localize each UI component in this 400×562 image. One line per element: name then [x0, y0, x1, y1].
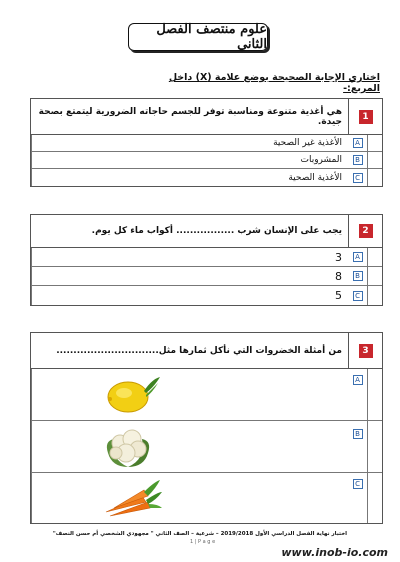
- carrots-image: [102, 478, 164, 518]
- option-row: [31, 248, 382, 267]
- answer-box[interactable]: [367, 169, 382, 186]
- option-row: [31, 369, 382, 421]
- option-letter: B: [353, 155, 363, 165]
- option-text: 8: [31, 267, 348, 285]
- question-2-header: [31, 215, 382, 248]
- answer-box[interactable]: [367, 152, 382, 168]
- answer-box[interactable]: [367, 286, 382, 305]
- option-text: المشروبات: [31, 152, 348, 168]
- answer-box[interactable]: [367, 135, 382, 151]
- question-2-text: يجب على الإنسان شرب ................. أكواب ماء كل يوم.: [91, 226, 342, 236]
- option-row: [31, 135, 382, 152]
- option-row: [31, 421, 382, 473]
- option-letter: B: [353, 271, 363, 281]
- question-3-header: [31, 333, 382, 369]
- footer-text: اختبار نهاية الفصل الدراسي الأول 2019/2018 – شرعية – الصف الثاني " مجهودي الشخصي أم حسن النصف": [52, 531, 348, 537]
- question-2-table: [30, 214, 383, 306]
- question-1-text: هي أغذية متنوعة ومناسبة توفر للجسم حاجاته الضرورية ليتمتع بصحة جيدة.: [38, 106, 342, 127]
- website-link[interactable]: www.inob-io.com: [281, 546, 388, 559]
- answer-box[interactable]: [367, 473, 382, 523]
- option-text: الأغذية غير الصحية: [31, 135, 348, 151]
- question-number-badge: 3: [359, 344, 373, 358]
- option-letter: B: [353, 429, 363, 439]
- option-text: 5: [31, 286, 348, 305]
- option-letter: A: [353, 252, 363, 262]
- question-3-text: من أمثلة الخضروات التي نأكل ثمارها مثل..............................: [56, 345, 342, 356]
- question-number-badge: 1: [359, 110, 373, 124]
- option-row: [31, 169, 382, 186]
- option-row: [31, 286, 382, 305]
- option-letter: C: [353, 291, 363, 301]
- question-1-header: [31, 99, 382, 135]
- option-text: 3: [31, 248, 348, 266]
- option-row: [31, 473, 382, 523]
- option-text: الأغذية الصحية: [31, 169, 348, 186]
- question-1-table: [30, 98, 383, 187]
- page-number: 1 | P a g e: [190, 539, 216, 545]
- answer-box[interactable]: [367, 248, 382, 266]
- option-letter: C: [353, 479, 363, 489]
- lemon-image: [102, 373, 162, 417]
- instruction-text: اختاري الإجابة الصحيحة بوضع علامة (X) داخل المربع:-: [168, 72, 380, 94]
- question-number-badge: 2: [359, 224, 373, 238]
- option-letter: A: [353, 375, 363, 385]
- question-3-table: [30, 332, 383, 524]
- option-row: [31, 267, 382, 286]
- answer-box[interactable]: [367, 369, 382, 420]
- page-title: علوم منتصف الفصل الثاني: [128, 23, 268, 51]
- cauliflower-image: [102, 423, 154, 471]
- answer-box[interactable]: [367, 267, 382, 285]
- option-letter: A: [353, 138, 363, 148]
- answer-box[interactable]: [367, 421, 382, 472]
- option-letter: C: [353, 173, 363, 183]
- option-row: [31, 152, 382, 169]
